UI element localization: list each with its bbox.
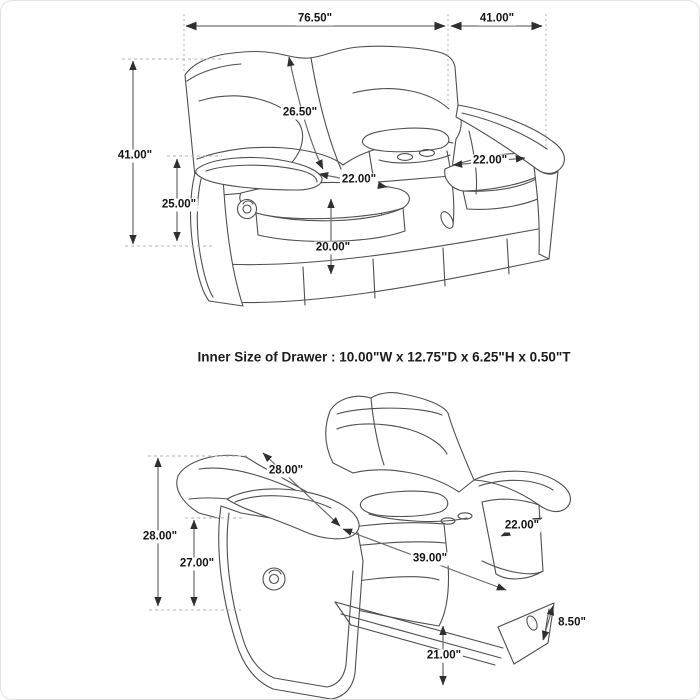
right-backrest (326, 393, 474, 492)
dim-label-back-height: 26.50" (282, 106, 318, 119)
dim-label-overall-depth: 41.00" (479, 12, 515, 25)
dim-label-reclined-seat-width: 22.00" (504, 519, 540, 532)
dim-label-seat-width-left: 22.00" (341, 173, 377, 186)
dim-label-overall-height: 41.00" (117, 149, 153, 162)
left-arm-reclined (219, 489, 363, 699)
base-band (207, 227, 549, 303)
dim-label-seat-height: 20.00" (315, 241, 351, 254)
reclined-view (148, 393, 570, 699)
dim-label-reclined-back-height: 28.00" (142, 530, 178, 543)
dim-label-footrest-depth: 8.50" (558, 616, 586, 629)
dim-label-seat-width-right: 22.00" (472, 154, 508, 167)
footrest-panel (498, 603, 554, 664)
dim-label-overall-width: 76.50" (297, 12, 333, 25)
recline-lever (238, 200, 257, 219)
dim-label-arm-height: 25.00" (161, 198, 197, 211)
console-pad (360, 491, 447, 516)
dim-label-reclined-arm-height: 27.00" (179, 557, 215, 570)
base (207, 227, 549, 305)
drawer-size-note: Inner Size of Drawer : 10.00"W x 12.75"D x 6.25"H x 0.50"T (197, 349, 571, 365)
recline-lever (263, 568, 285, 590)
center-console-reclined (360, 491, 472, 524)
dim-label-back-length: 28.00" (268, 464, 304, 477)
linkage-bar (351, 625, 495, 665)
right-arm-side (482, 499, 543, 579)
dim-label-footrest-floor-height: 21.00" (426, 649, 462, 662)
dim-label-recline-length: 39.00" (412, 552, 448, 565)
